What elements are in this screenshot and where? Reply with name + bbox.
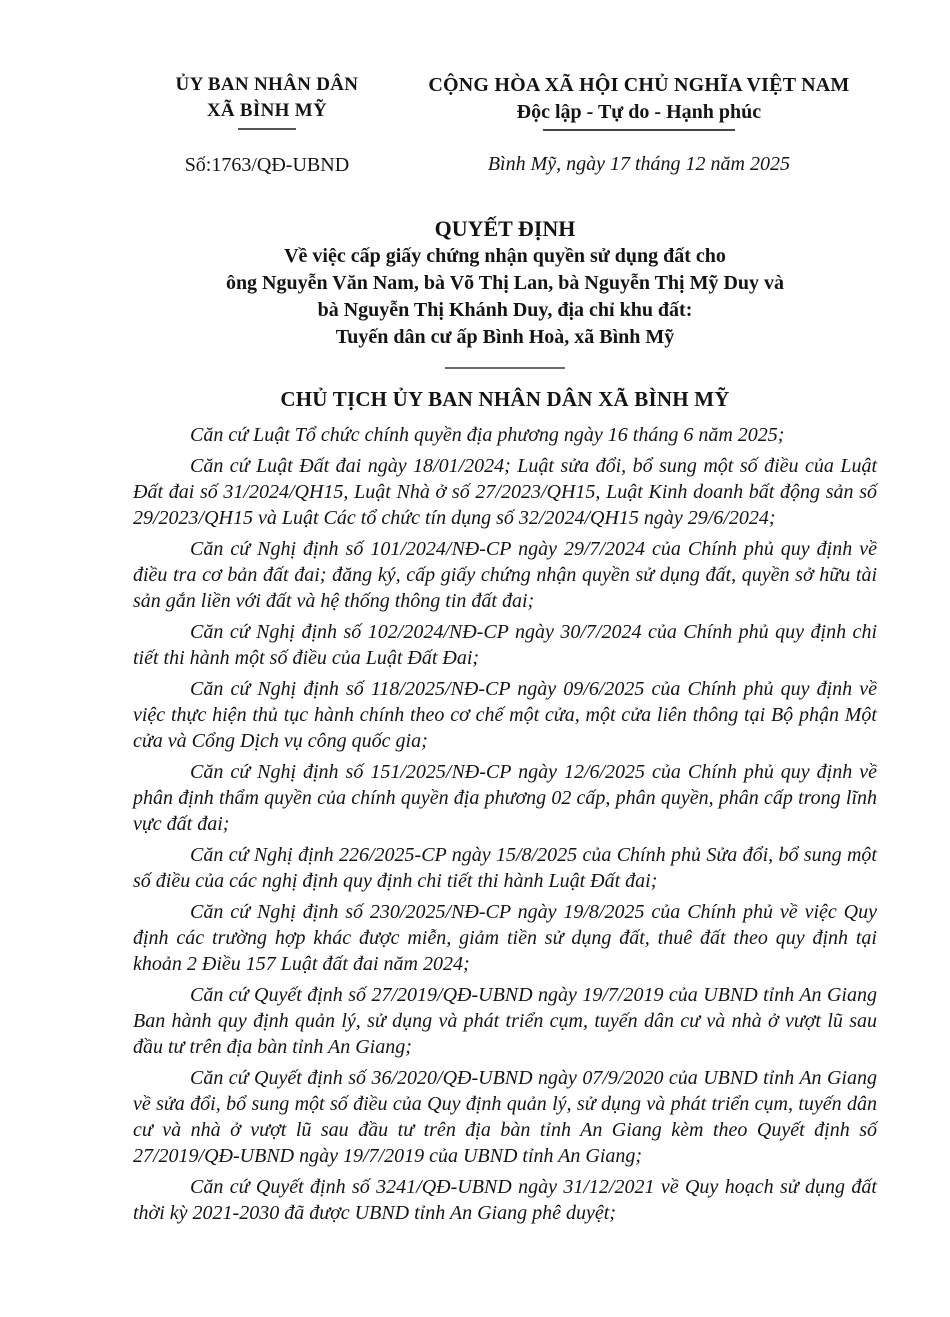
legal-basis-paragraph: Căn cứ Nghị định số 102/2024/NĐ-CP ngày 30/7/2024 của Chính phủ quy định chi tiết thi hành một số điều của Luật Đất Đai; — [133, 621, 877, 669]
document-header — [133, 72, 877, 177]
agency-underline — [238, 128, 296, 130]
decision-subtitle-line: bà Nguyễn Thị Khánh Duy, địa chỉ khu đất: — [317, 299, 693, 321]
decision-subtitle-line: ông Nguyễn Văn Nam, bà Võ Thị Lan, bà Nguyễn Thị Mỹ Duy và — [225, 272, 785, 294]
issuing-agency-block — [133, 72, 401, 177]
title-block — [133, 215, 877, 369]
legal-basis-paragraph: Căn cứ Nghị định số 230/2025/NĐ-CP ngày 19/8/2025 của Chính phủ về việc Quy định các trường hợp khác được miễn, giảm tiền sử dụng đất, thuê đất theo quy định tại khoản 2 Điều 157 Luật đất đai năm 2024; — [133, 901, 877, 975]
legal-basis-paragraph: Căn cứ Quyết định số 27/2019/QĐ-UBND ngày 19/7/2019 của UBND tỉnh An Giang Ban hành quy định quản lý, sử dụng và phát triển cụm, tuyến dân cư và nhà ở vượt lũ sau đầu tư trên địa bàn tỉnh An Giang; — [133, 984, 877, 1058]
place-date-line: Bình Mỹ, ngày 17 tháng 12 năm 2025 — [487, 153, 790, 175]
decision-subtitle-line: Về việc cấp giấy chứng nhận quyền sử dụng đất cho — [284, 245, 726, 267]
national-title: CỘNG HÒA XÃ HỘI CHỦ NGHĨA VIỆT NAM — [428, 74, 850, 96]
national-motto-block — [401, 72, 877, 177]
legal-basis-paragraph: Căn cứ Luật Đất đai ngày 18/01/2024; Luật sửa đổi, bổ sung một số điều của Luật Đất đai số 31/2024/QH15, Luật Nhà ở số 27/2023/QH15, Luật Kinh doanh bất động sản số 29/2023/QH15 và Luật Các tổ chức tín dụng số 32/2024/QH15 ngày 29/6/2024; — [133, 455, 877, 529]
legal-basis-paragraph: Căn cứ Nghị định số 151/2025/NĐ-CP ngày 12/6/2025 của Chính phủ quy định về phân định thẩm quyền của chính quyền địa phương 02 cấp, phân quyền, phân cấp trong lĩnh vực đất đai; — [133, 761, 877, 835]
legal-basis-paragraph: Căn cứ Luật Tổ chức chính quyền địa phương ngày 16 tháng 6 năm 2025; — [190, 424, 785, 446]
national-motto: Độc lập - Tự do - Hạnh phúc — [516, 101, 762, 123]
legal-basis-paragraph: Căn cứ Nghị định số 118/2025/NĐ-CP ngày 09/6/2025 của Chính phủ quy định về việc thực hiện thủ tục hành chính theo cơ chế một cửa, một cửa liên thông tại Bộ phận Một cửa và Cổng Dịch vụ công quốc gia; — [133, 678, 877, 752]
decision-subtitle-line: Tuyến dân cư ấp Bình Hoà, xã Bình Mỹ — [335, 326, 675, 348]
legal-basis-section — [133, 422, 877, 1226]
issuing-commune-name: XÃ BÌNH MỸ — [206, 100, 327, 121]
title-divider — [445, 367, 565, 369]
issuing-agency-name: ỦY BAN NHÂN DÂN — [175, 74, 359, 95]
decision-heading: QUYẾT ĐỊNH — [434, 216, 576, 241]
legal-basis-paragraph: Căn cứ Quyết định số 36/2020/QĐ-UBND ngày 07/9/2020 của UBND tỉnh An Giang về sửa đổi, bổ sung một số điều của Quy định quản lý, sử dụng và phát triển cụm, tuyến dân cư và nhà ở vượt lũ sau đầu tư trên địa bàn tỉnh An Giang kèm theo Quyết định số 27/2019/QĐ-UBND ngày 19/7/2019 của UBND tỉnh An Giang; — [133, 1067, 877, 1167]
legal-basis-paragraph: Căn cứ Nghị định số 101/2024/NĐ-CP ngày 29/7/2024 của Chính phủ quy định về điều tra cơ bản đất đai; đăng ký, cấp giấy chứng nhận quyền sử dụng đất, quyền sở hữu tài sản gắn liền với đất và hệ thống thông tin đất đai; — [133, 538, 877, 612]
motto-underline — [543, 129, 735, 131]
issuer-heading: CHỦ TỊCH ỦY BAN NHÂN DÂN XÃ BÌNH MỸ — [280, 387, 730, 411]
legal-basis-paragraph: Căn cứ Nghị định 226/2025-CP ngày 15/8/2025 của Chính phủ Sửa đổi, bổ sung một số điều của các nghị định quy định chi tiết thi hành Luật Đất đai; — [133, 844, 877, 892]
legal-basis-paragraph: Căn cứ Quyết định số 3241/QĐ-UBND ngày 31/12/2021 về Quy hoạch sử dụng đất thời kỳ 2021-2030 đã được UBND tỉnh An Giang phê duyệt; — [133, 1176, 877, 1224]
document-number: Số:1763/QĐ-UBND — [184, 154, 350, 176]
